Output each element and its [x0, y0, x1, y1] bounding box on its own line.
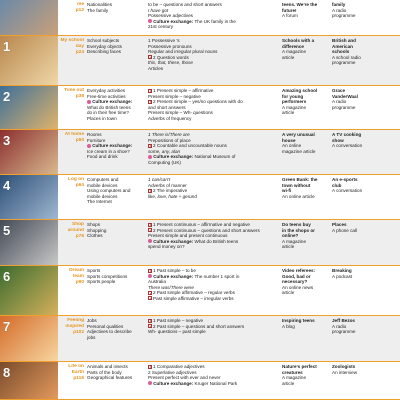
unit-title-line: p24 — [75, 49, 84, 55]
line-rest: Kruger National Park — [193, 380, 238, 386]
unit-title-line: p76 — [75, 233, 84, 239]
text-line — [332, 188, 400, 194]
line-text: difference — [282, 43, 304, 49]
unit-number: 2 — [3, 89, 11, 104]
line-text: 2 Present continuous – questions and short answers — [153, 227, 260, 233]
unit-title-line: My school — [60, 38, 84, 43]
unit-number: 7 — [3, 319, 11, 334]
listening-column — [332, 88, 400, 110]
video-icon — [148, 291, 152, 295]
vocabulary-item: jobs — [87, 334, 96, 340]
vocabulary-item: Furniture — [87, 137, 106, 143]
text-line — [87, 116, 145, 122]
grammar-column — [148, 2, 278, 30]
vocabulary-item: Adjectives to describe — [87, 329, 132, 335]
line-text: A radio — [332, 99, 347, 105]
culture-exchange-icon — [148, 239, 152, 243]
unit-number: 8 — [3, 365, 11, 380]
line-text: to be – questions and short answers — [148, 2, 222, 7]
unit-title-line: p90 — [75, 279, 84, 285]
culture-exchange-icon — [87, 144, 91, 148]
text-line — [332, 274, 400, 280]
unit-title-line: team — [72, 273, 84, 279]
unit-title-line: day — [75, 43, 84, 49]
reading-column — [282, 88, 328, 116]
unit-title-line: p116 — [73, 375, 84, 381]
line-text: article — [282, 244, 295, 250]
video-icon — [148, 100, 152, 104]
listening-column — [332, 177, 400, 194]
vocabulary-item: Personal qualities — [87, 323, 124, 329]
video-icon — [148, 228, 152, 232]
line-text: A conversation — [332, 143, 363, 149]
line-text: Possessive adjectives — [148, 13, 193, 19]
vocabulary-item: Animals and insects — [87, 364, 128, 369]
line-text: Do teens buy — [282, 222, 311, 227]
video-icon — [148, 223, 152, 227]
grammar-column — [148, 38, 278, 72]
text-line — [332, 329, 400, 335]
text-line — [332, 370, 400, 376]
line-text: club — [332, 182, 342, 188]
line-text: Past simple affirmative – irregular verbs — [153, 295, 234, 301]
line-text: A radio — [332, 7, 347, 13]
line-text: Articles — [148, 65, 164, 71]
listening-column — [332, 132, 400, 149]
line-text: Present simple – negative — [148, 93, 201, 99]
culture-exchange-icon — [148, 381, 152, 385]
unit-title-line: Life on — [68, 364, 84, 369]
text-line — [282, 324, 328, 330]
vocabulary-item: Free-time activities — [87, 93, 126, 99]
line-text: A magazine — [282, 49, 307, 55]
unit-row — [0, 220, 400, 266]
text-line — [332, 60, 400, 66]
unit-photo — [0, 0, 58, 35]
line-text: A phone call — [332, 227, 358, 233]
video-icon — [148, 296, 152, 300]
line-text: 1 can/can’t — [148, 177, 171, 182]
line-text: Ice cream in a shoe? — [87, 148, 130, 154]
vocabulary-item: Parts of the body — [87, 369, 122, 375]
unit-title-line: At home — [64, 132, 84, 137]
line-text: article — [282, 290, 295, 296]
line-text: like, love, hate + gerund — [148, 193, 197, 199]
unit-number: 1 — [3, 39, 11, 54]
text-line — [282, 55, 328, 61]
line-text: A magazine — [282, 104, 307, 110]
grammar-column — [148, 364, 278, 386]
line-text: Culture exchange: — [92, 99, 133, 105]
video-icon — [148, 324, 152, 328]
text-line — [282, 381, 328, 387]
line-text: Jeff Bezos — [332, 318, 355, 323]
line-text: programme — [332, 60, 356, 66]
line-text: Nature’s perfect — [282, 364, 317, 369]
text-line — [148, 194, 278, 200]
line-text: Places in town — [87, 115, 117, 121]
vocabulary-column — [87, 2, 145, 13]
line-text: A podcast — [332, 273, 353, 279]
line-text: 2 Past simple affirmative – regular verbs — [153, 290, 235, 296]
line-text: 2 Countable and uncountable nouns — [153, 143, 227, 149]
video-icon — [148, 144, 152, 148]
line-text: teens. We’re the — [282, 2, 318, 7]
vocabulary-column — [87, 88, 145, 122]
line-text: Culture exchange: — [153, 238, 194, 244]
listening-column — [332, 364, 400, 375]
line-text: Culture exchange: — [153, 18, 194, 24]
unit-row — [0, 316, 400, 362]
line-text: A very unusual — [282, 132, 315, 137]
line-text: A TV cooking — [332, 132, 362, 137]
video-icon — [148, 319, 152, 323]
vocabulary-item: Using computers and — [87, 188, 131, 194]
reading-column — [282, 38, 328, 60]
text-line — [332, 228, 400, 234]
reading-column — [282, 364, 328, 386]
listening-column — [332, 38, 400, 66]
unit-title[interactable] — [58, 222, 84, 240]
unit-photo — [0, 36, 58, 85]
reading-column — [282, 222, 328, 250]
photo — [0, 0, 58, 35]
unit-number: 6 — [3, 269, 11, 284]
text-line — [332, 13, 400, 19]
line-text: family — [332, 2, 346, 7]
line-text: in the shops or — [282, 227, 315, 233]
line-rest: What do British teens — [193, 238, 239, 244]
culture-exchange-icon — [148, 155, 152, 159]
line-text: VanderWaal — [332, 93, 358, 99]
unit-title[interactable] — [58, 364, 84, 382]
line-rest: The UK family in the — [193, 18, 236, 24]
unit-photo — [0, 316, 58, 361]
vocabulary-item: Sports competitions — [87, 273, 128, 279]
video-icon — [148, 365, 152, 369]
unit-row — [0, 86, 400, 130]
line-rest: The number 1 sport in — [193, 273, 240, 279]
line-text: British and — [332, 38, 356, 43]
vocabulary-item: mobile devices — [87, 182, 118, 188]
line-text: An online — [282, 143, 302, 149]
unit-title-line: Dream — [69, 268, 84, 273]
listening-column — [332, 318, 400, 335]
text-line — [148, 381, 278, 387]
listening-column — [332, 268, 400, 279]
unit-row — [0, 130, 400, 175]
line-text: What do British teens — [87, 104, 131, 110]
vocabulary-item: Sports people — [87, 279, 116, 285]
unit-title[interactable] — [58, 318, 84, 336]
unit-number: 4 — [3, 178, 11, 193]
line-text: 1 Possessive ’s — [148, 38, 180, 43]
unit-title[interactable] — [58, 38, 84, 56]
line-text: necessary? — [282, 279, 308, 285]
text-line — [148, 296, 278, 302]
text-line — [148, 329, 278, 335]
line-text: schools — [332, 49, 350, 55]
line-text: A forum — [282, 13, 298, 19]
vocabulary-item: Jobs — [87, 318, 97, 323]
line-text: An e-sports — [332, 177, 358, 182]
line-text: for young — [282, 93, 304, 99]
unit-title-line: p102 — [73, 329, 84, 335]
vocabulary-item: Describing faces — [87, 49, 121, 55]
line-text: wi-fi — [282, 188, 292, 194]
vocabulary-column — [87, 38, 145, 55]
culture-exchange-icon — [148, 274, 152, 278]
line-text: article — [282, 110, 295, 116]
unit-row — [0, 266, 400, 316]
line-text: Culture exchange: — [153, 273, 194, 279]
line-text: Culture exchange: — [153, 380, 194, 386]
line-text: Places — [332, 222, 347, 227]
unit-title-line: inspired — [65, 323, 84, 329]
unit-title-line: Time out — [64, 88, 84, 93]
text-line — [148, 244, 278, 250]
vocabulary-column — [87, 132, 145, 160]
line-text: 2 Past simple – questions and short answers — [153, 323, 245, 329]
unit-number: 3 — [3, 133, 11, 148]
vocabulary-item: Everyday activities — [87, 88, 126, 93]
vocabulary-item: Shops — [87, 222, 101, 227]
line-text: Wh- questions – past simple — [148, 329, 206, 335]
culture-exchange-icon — [148, 19, 152, 23]
line-text: show — [332, 137, 344, 143]
line-text: 1 Present continuous – affirmative and negative — [153, 222, 250, 227]
vocabulary-item: The Internet — [87, 199, 112, 205]
line-text: 1 Past simple – to be — [153, 268, 196, 273]
unit-title-line: around — [67, 227, 84, 233]
video-icon — [148, 269, 152, 273]
video-icon — [148, 189, 152, 193]
line-text: article — [282, 54, 295, 60]
line-text: 2 The imperative — [153, 188, 188, 194]
line-text: Inspiring teens — [282, 318, 315, 323]
vocabulary-item: School subjects — [87, 38, 120, 43]
text-line — [148, 116, 278, 122]
text-line — [282, 290, 328, 296]
line-text: online? — [282, 233, 299, 239]
unit-title-line: p12 — [75, 7, 84, 13]
text-line — [332, 143, 400, 149]
vocabulary-column — [87, 268, 145, 285]
line-text: future! — [282, 7, 297, 13]
line-text: do in their free time? — [87, 110, 129, 116]
unit-title-line: p64 — [75, 182, 84, 188]
line-text: Prepositions of place — [148, 137, 191, 143]
unit-title-line: me — [77, 2, 84, 7]
unit-number: 5 — [3, 223, 11, 238]
unit-row — [0, 175, 400, 220]
vocabulary-item: Rooms — [87, 132, 102, 137]
line-text: Breaking — [332, 268, 352, 273]
line-text: Grace — [332, 88, 346, 93]
grammar-column — [148, 268, 278, 302]
vocabulary-column — [87, 177, 145, 205]
line-text: Schools with a — [282, 38, 315, 43]
video-icon — [148, 89, 152, 93]
unit-photo — [0, 130, 58, 174]
line-text: A magazine — [282, 375, 307, 381]
line-text: town without — [282, 182, 311, 188]
line-text: magazine article — [282, 148, 316, 154]
vocabulary-item: Shopping — [87, 227, 107, 233]
line-text: An online article — [282, 193, 315, 199]
line-text: 1 Present simple – affirmative — [153, 88, 214, 93]
vocabulary-column — [87, 318, 145, 340]
unit-title[interactable] — [58, 132, 84, 144]
text-line — [282, 244, 328, 250]
unit-row — [0, 0, 400, 36]
grammar-column — [148, 318, 278, 335]
reading-column — [282, 132, 328, 154]
line-text: Adverbs of frequency — [148, 115, 192, 121]
unit-photo — [0, 266, 58, 315]
vocabulary-item: Everyday objects — [87, 43, 122, 49]
unit-title-line: p38 — [75, 93, 84, 99]
line-text: this, that, these, those — [148, 60, 193, 66]
line-text: Computing (UK) — [148, 159, 181, 165]
line-text: programme — [332, 329, 356, 335]
reading-column — [282, 318, 328, 329]
line-text: spend money on? — [148, 244, 185, 250]
line-text: Zoologists — [332, 364, 356, 369]
line-text: programme — [332, 13, 356, 19]
line-text: Video referees: — [282, 268, 316, 273]
line-text: 2 Question words — [153, 54, 189, 60]
reading-column — [282, 177, 328, 199]
line-text: Adverbs of manner — [148, 182, 187, 188]
line-text: programme — [332, 104, 356, 110]
line-text: Good, bad or — [282, 273, 311, 279]
unit-row — [0, 36, 400, 86]
unit-row — [0, 362, 400, 400]
line-text: Regular and irregular plural nouns — [148, 49, 218, 55]
reading-column — [282, 268, 328, 296]
line-text: some, any, alan — [148, 148, 181, 154]
text-line — [148, 24, 278, 30]
line-text: American — [332, 43, 353, 49]
line-text: Present perfect with ever and never — [148, 375, 221, 381]
line-text: 21st century — [148, 24, 174, 30]
line-text: 2 Superlative adjectives — [148, 369, 197, 375]
line-text: A school radio — [332, 54, 361, 60]
text-line — [282, 13, 328, 19]
text-line — [148, 66, 278, 72]
line-text: A radio — [332, 323, 347, 329]
vocabulary-item: Computers and — [87, 177, 119, 182]
line-text: There was/There were — [148, 284, 194, 290]
unit-title[interactable] — [58, 177, 84, 189]
vocabulary-column — [87, 364, 145, 381]
line-text: Culture exchange: — [92, 143, 133, 149]
unit-title-line: Shop — [72, 222, 84, 227]
line-text: A magazine — [282, 238, 307, 244]
text-line — [87, 154, 145, 160]
unit-photo — [0, 220, 58, 265]
line-text: house — [282, 137, 296, 143]
text-line — [282, 149, 328, 155]
unit-title-line: Feeling — [67, 318, 84, 323]
line-text: I have got — [148, 7, 169, 13]
text-line — [282, 194, 328, 200]
line-text: Culture exchange: — [153, 154, 194, 160]
line-text: An interview — [332, 369, 358, 375]
line-text: An online news — [282, 284, 314, 290]
grammar-column — [148, 222, 278, 250]
listening-column — [332, 2, 400, 19]
line-text: 2 Present simple – yes/no questions with do — [153, 99, 243, 105]
unit-photo — [0, 175, 58, 219]
vocabulary-item: Nationalities — [87, 2, 113, 7]
unit-title[interactable] — [58, 88, 84, 100]
text-line — [282, 110, 328, 116]
line-text: 1 Past simple – negative — [153, 318, 204, 323]
line-text: A conversation — [332, 188, 363, 194]
line-text: Possessive pronouns — [148, 43, 192, 49]
vocabulary-column — [87, 222, 145, 239]
line-text: article — [282, 380, 295, 386]
vocabulary-item: Geographical features — [87, 375, 133, 381]
vocabulary-item: mobile devices — [87, 193, 118, 199]
unit-photo — [0, 362, 58, 399]
line-text: Food and drink — [87, 154, 118, 160]
line-rest: National Museum of — [193, 154, 236, 160]
culture-exchange-icon — [87, 100, 91, 104]
grammar-column — [148, 177, 278, 199]
unit-photo — [0, 86, 58, 129]
unit-title-line: p50 — [75, 137, 84, 143]
line-text: Amazing school — [282, 88, 318, 93]
listening-column — [332, 222, 400, 233]
line-text: creatures — [282, 369, 303, 375]
text-line — [148, 160, 278, 166]
unit-title-line: Log on — [68, 177, 84, 182]
vocabulary-item: Clothes — [87, 233, 103, 239]
line-text: Australia — [148, 279, 166, 285]
line-text: Present simple and present continuous — [148, 233, 228, 239]
grammar-column — [148, 132, 278, 166]
reading-column — [282, 2, 328, 19]
video-icon — [148, 55, 152, 59]
text-line — [332, 105, 400, 111]
line-text: 1 Comparative adjectives — [153, 364, 205, 369]
unit-title-line: Earth — [71, 369, 84, 375]
line-text: performers — [282, 99, 307, 105]
line-text: Green Bank: the — [282, 177, 318, 182]
line-text: A blog — [282, 323, 295, 329]
line-text: and short answers — [148, 104, 186, 110]
unit-title[interactable] — [58, 2, 84, 14]
grammar-column — [148, 88, 278, 122]
line-text: 1 There is/There are — [148, 132, 190, 137]
line-text: Present simple – Wh- questions — [148, 110, 213, 116]
vocabulary-item: Sports — [87, 268, 101, 273]
vocabulary-item: The family — [87, 7, 109, 13]
unit-title[interactable] — [58, 268, 84, 286]
